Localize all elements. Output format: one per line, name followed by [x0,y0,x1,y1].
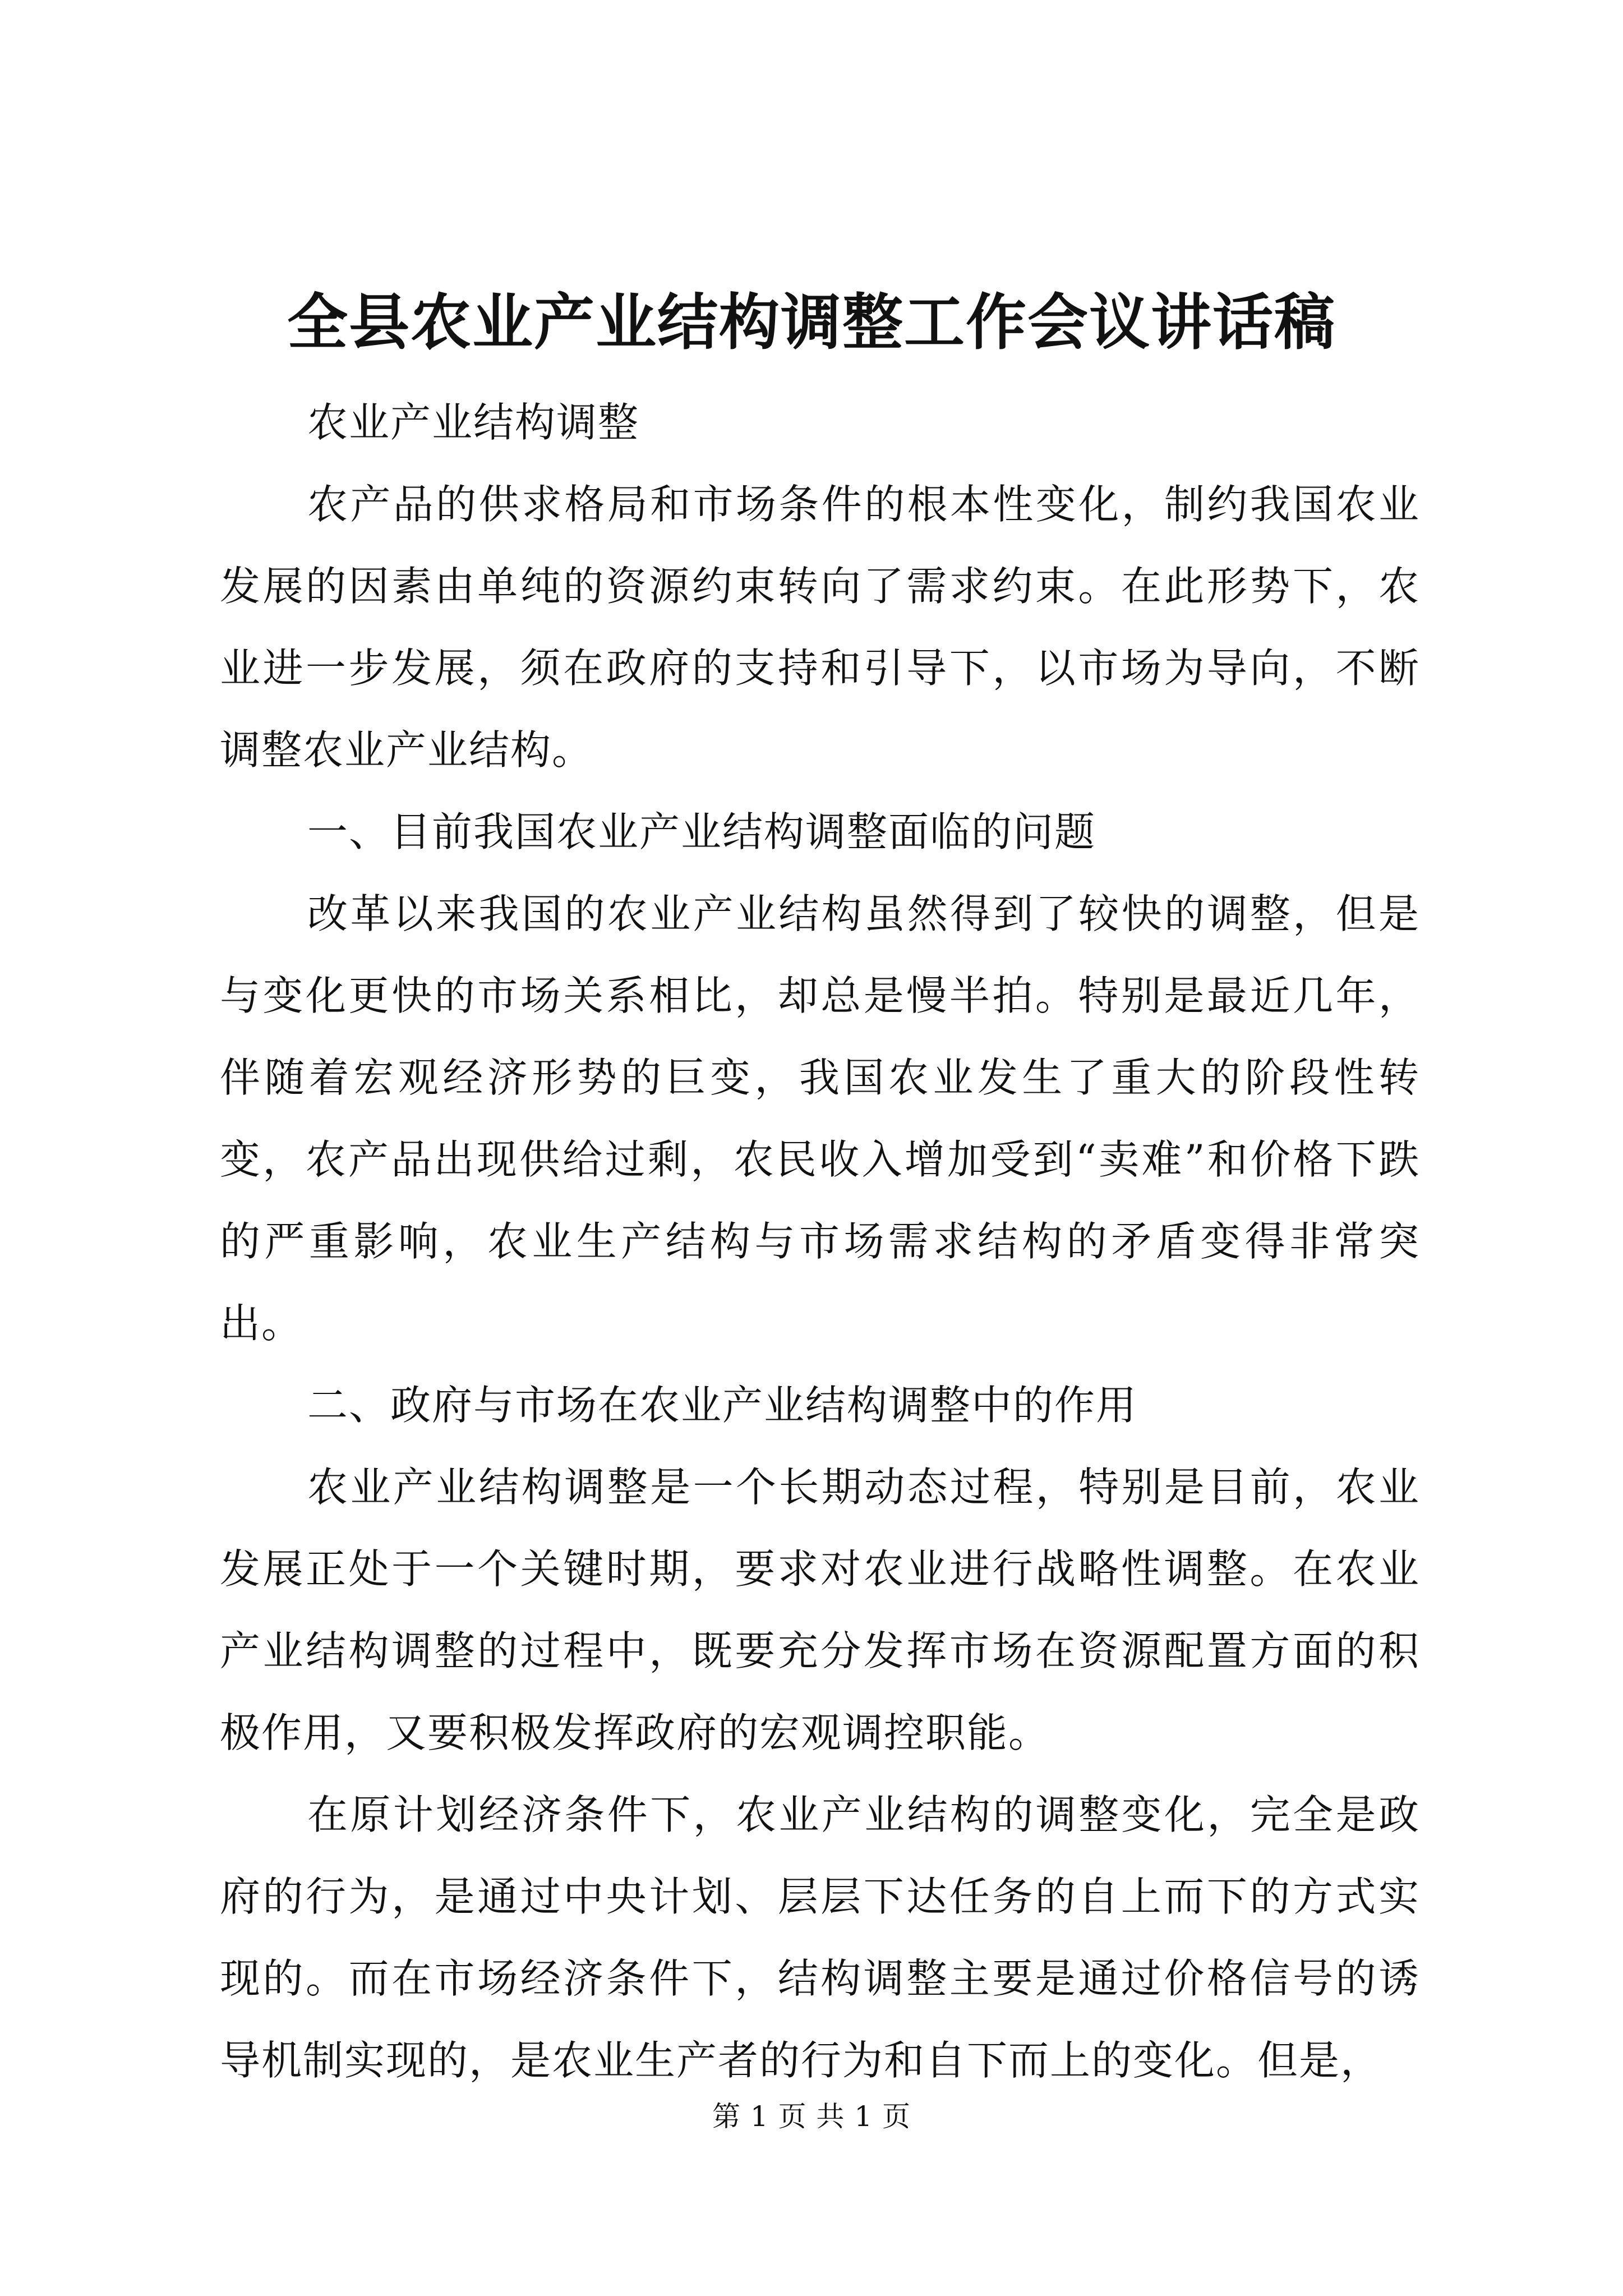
body-paragraph: 农产品的供求格局和市场条件的根本性变化，制约我国农业发展的因素由单纯的资源约束转向了需求约束。在此形势下，农业进一步发展，须在政府的支持和引导下，以市场为导向，不断调整农业产业结构。 [220,481,1420,774]
body-paragraph: 改革以来我国的农业产业结构虽然得到了较快的调整，但是与变化更快的市场关系相比，却总是慢半拍。特别是最近几年，伴随着宏观经济形势的巨变，我国农业发生了重大的阶段性转变，农产品出现供给过剩，农民收入增加受到“卖难”和价格下跌的严重影响，农业生产结构与市场需求结构的矛盾变得非常突出。 [220,890,1420,1347]
page-footer: 第 1 页 共 1 页 [712,2100,911,2133]
section-heading: 一、目前我国农业产业结构调整面临的问题 [307,808,1096,855]
body-paragraph: 在原计划经济条件下，农业产业结构的调整变化，完全是政府的行为，是通过中央计划、层层下达任务的自上而下的方式实现的。而在市场经济条件下，结构调整主要是通过价格信号的诱导机制实现的，是农业生产者的行为和自下而上的变化。但是， [220,1791,1420,2084]
body-paragraph: 农业产业结构调整是一个长期动态过程，特别是目前，农业发展正处于一个关键时期，要求对农业进行战略性调整。在农业产业结构调整的过程中，既要充分发挥市场在资源配置方面的积极作用，又要积极发挥政府的宏观调控职能。 [220,1464,1420,1756]
subtitle-paragraph: 农业产业结构调整 [307,399,640,446]
document-body [220,381,1420,2101]
document-title: 全县农业产业结构调整工作会议讲话稿 [287,287,1336,358]
section-heading: 二、政府与市场在农业产业结构调整中的作用 [307,1382,1138,1429]
